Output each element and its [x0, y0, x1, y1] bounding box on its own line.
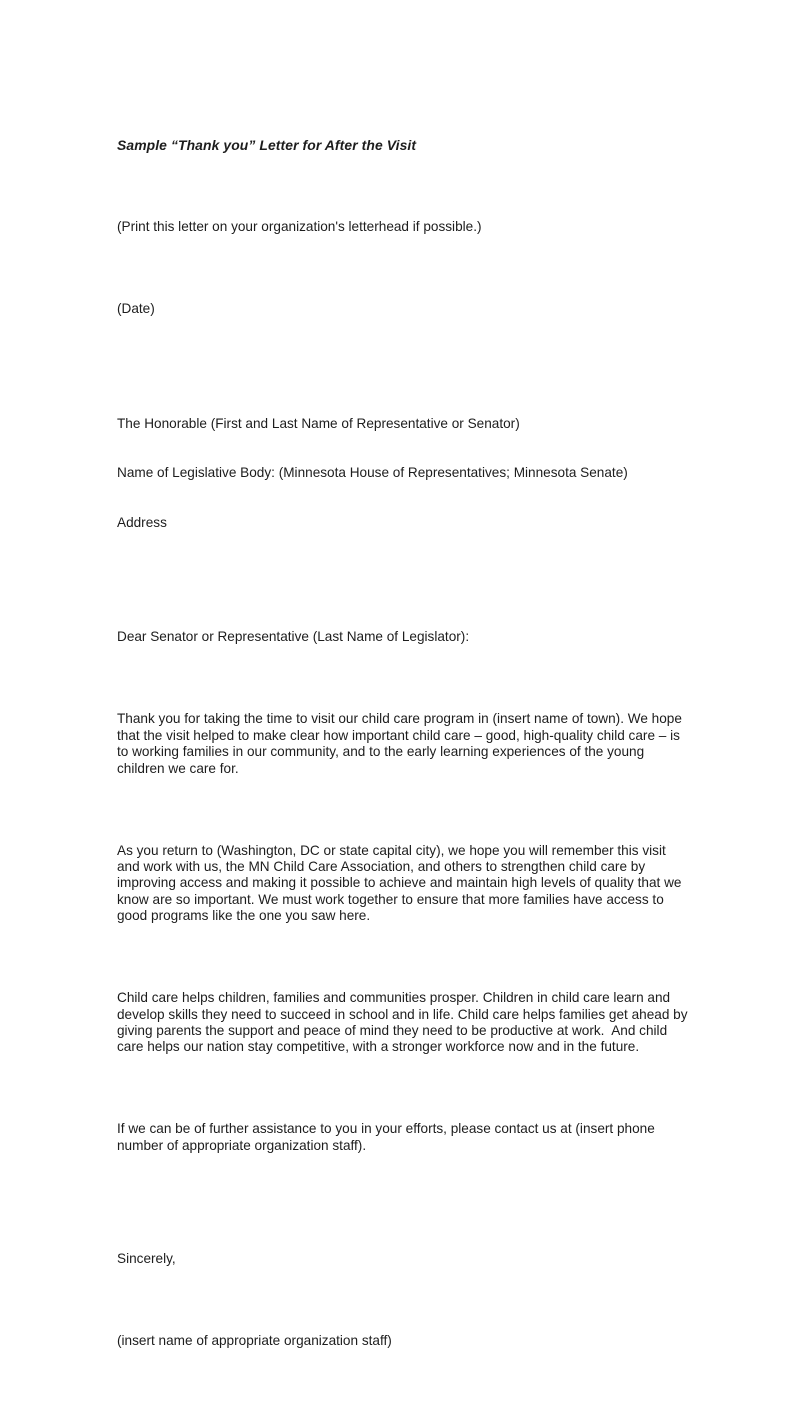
- date-placeholder: (Date): [117, 301, 155, 317]
- recipient-name-line: The Honorable (First and Last Name of Representative or Senator): [117, 416, 520, 432]
- closing: Sincerely,: [117, 1250, 176, 1266]
- body-paragraph-2: As you return to (Washington, DC or state capital city), we hope you will remember this visit and work with us, the MN Child Care Association, and others to strengthen child care by improving access and making it possible to achieve and maintain high levels of quality that we know are so important. We must work together to ensure that more families have access to good programs like the one you saw here.: [117, 842, 686, 924]
- letter-title: Sample “Thank you” Letter for After the Visit: [117, 137, 417, 154]
- recipient-block: [117, 383, 691, 563]
- body-paragraph-4: If we can be of further assistance to you in your efforts, please contact us at (insert phone number of appropriate organization staff).: [117, 1121, 659, 1153]
- body-paragraph-1: Thank you for taking the time to visit our child care program in (insert name of town). We hope that the visit helped to make clear how important child care – good, high-quality child care – is to working families in our community, and to the early learning experiences of the young children we care for.: [117, 711, 686, 776]
- letter-content: [117, 88, 691, 1415]
- recipient-address-line: Address: [117, 514, 167, 530]
- salutation: Dear Senator or Representative (Last Name of Legislator):: [117, 629, 470, 645]
- signature-placeholder: (insert name of appropriate organization staff): [117, 1332, 392, 1348]
- body-paragraph-3: Child care helps children, families and communities prosper. Children in child care learn and develop skills they need to succeed in school and in life. Child care helps families get ahead by giving parents the support and peace of mind they need to be productive at work. And child care helps our nation stay competitive, with a stronger workforce now and in the future.: [117, 990, 692, 1055]
- letterhead-note: (Print this letter on your organization's letterhead if possible.): [117, 219, 482, 235]
- recipient-body-line: Name of Legislative Body: (Minnesota House of Representatives; Minnesota Senate): [117, 465, 628, 481]
